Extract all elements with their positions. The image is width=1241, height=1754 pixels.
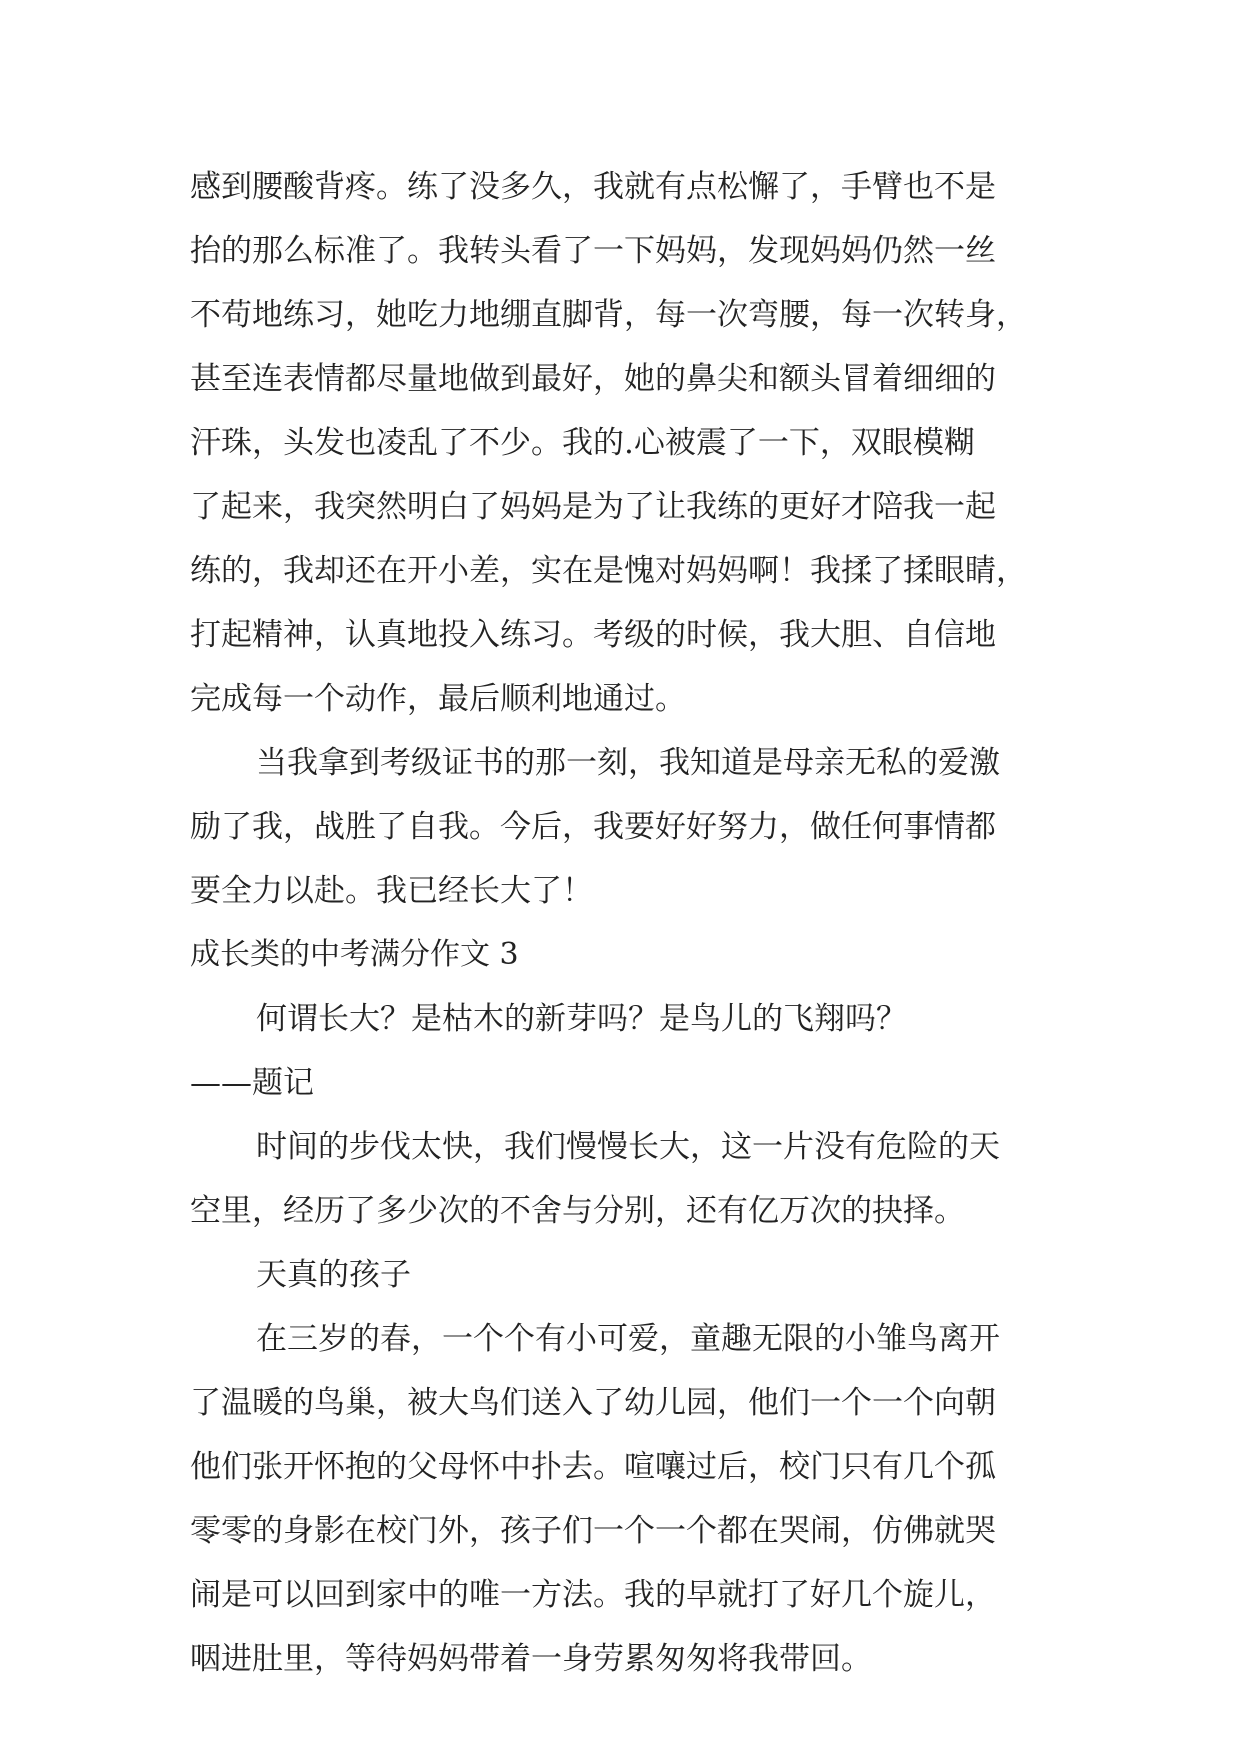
text-line: 了起来，我突然明白了妈妈是为了让我练的更好才陪我一起 bbox=[190, 489, 996, 525]
text-line: 甚至连表情都尽量地做到最好，她的鼻尖和额头冒着细细的 bbox=[190, 361, 996, 397]
text-line: 完成每一个动作，最后顺利地通过。 bbox=[190, 681, 686, 717]
text-line: 练的，我却还在开小差，实在是愧对妈妈啊！我揉了揉眼睛， bbox=[190, 553, 1027, 589]
text-line: 时间的步伐太快，我们慢慢长大，这一片没有危险的天 bbox=[256, 1129, 1000, 1165]
text-line: 何谓长大？是枯木的新芽吗？是鸟儿的飞翔吗？ bbox=[256, 1001, 907, 1037]
text-line: 感到腰酸背疼。练了没多久，我就有点松懈了，手臂也不是 bbox=[190, 169, 996, 205]
text-line: 咽进肚里，等待妈妈带着一身劳累匆匆将我带回。 bbox=[190, 1641, 872, 1677]
text-line: 当我拿到考级证书的那一刻，我知道是母亲无私的爱激 bbox=[256, 745, 1000, 781]
text-line: 闹是可以回到家中的唯一方法。我的早就打了好几个旋儿， bbox=[190, 1577, 996, 1613]
text-line: 汗珠，头发也凌乱了不少。我的.心被震了一下，双眼模糊 bbox=[190, 425, 975, 461]
text-line: 了温暖的鸟巢，被大鸟们送入了幼儿园，他们一个一个向朝 bbox=[190, 1385, 996, 1421]
text-line: 励了我，战胜了自我。今后，我要好好努力，做任何事情都 bbox=[190, 809, 996, 845]
text-line: 空里，经历了多少次的不舍与分别，还有亿万次的抉择。 bbox=[190, 1193, 965, 1229]
text-line: 不苟地练习，她吃力地绷直脚背，每一次弯腰，每一次转身， bbox=[190, 297, 1027, 333]
text-line: 零零的身影在校门外，孩子们一个一个都在哭闹，仿佛就哭 bbox=[190, 1513, 996, 1549]
section-heading: 成长类的中考满分作文 3 bbox=[190, 937, 519, 972]
text-line: ——题记 bbox=[190, 1065, 314, 1101]
text-line: 天真的孩子 bbox=[256, 1257, 411, 1293]
essay-text bbox=[190, 155, 1070, 1691]
text-line: 他们张开怀抱的父母怀中扑去。喧嚷过后，校门只有几个孤 bbox=[190, 1449, 996, 1485]
text-line: 在三岁的春，一个个有小可爱，童趣无限的小雏鸟离开 bbox=[256, 1321, 1000, 1357]
text-line: 抬的那么标准了。我转头看了一下妈妈，发现妈妈仍然一丝 bbox=[190, 233, 996, 269]
text-line: 打起精神，认真地投入练习。考级的时候，我大胆、自信地 bbox=[190, 617, 996, 653]
text-line: 要全力以赴。我已经长大了！ bbox=[190, 873, 593, 909]
